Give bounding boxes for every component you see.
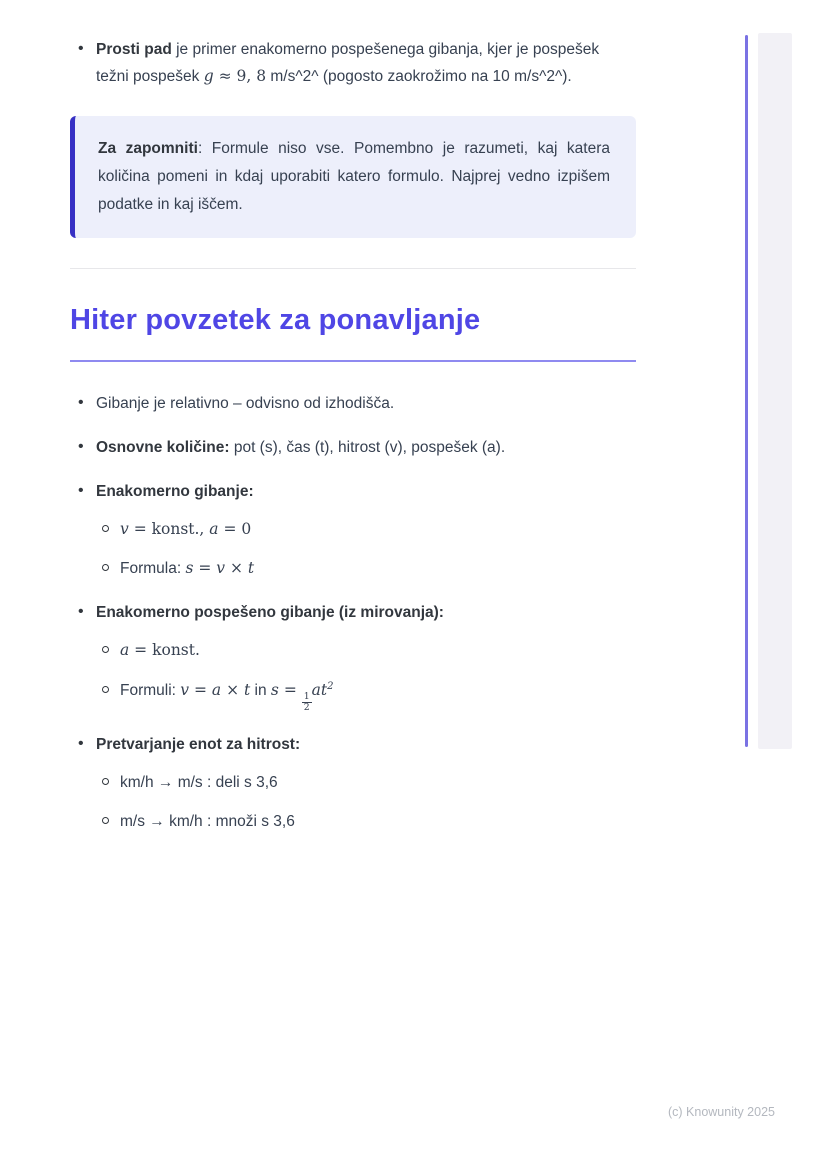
fraction-numerator: 1 [303,690,310,702]
body-text: Formuli: [120,681,181,699]
bold-text: Pretvarjanje enot za hitrost: [96,736,301,754]
math-text: = [278,680,302,699]
body-text: km/h → m/s : deli s 3,6 [120,774,278,792]
math-text: = konst., [128,520,210,539]
bold-text: Osnovne količine: [96,438,230,456]
bold-text: Enakomerno pospešeno gibanje (iz mirovanja): [96,604,444,622]
list-item [70,599,636,714]
math-variable: a [211,680,222,699]
body-text: je primer enakomerno pospešenega gibanja, kjer je pospešek težni pospešek [96,41,600,86]
math-variable: v [180,680,190,699]
math-fraction [302,692,312,714]
bold-text: Enakomerno gibanje: [96,482,254,500]
body-text: Gibanje je relativno – odvisno od izhodišča. [96,394,395,412]
math-text: × [221,680,244,699]
body-text: m/s → km/h : množi s 3,6 [120,813,295,831]
math-variable: a [209,520,219,539]
sub-list-item [96,516,636,543]
body-text: Formula: [120,560,186,578]
body-text: m/s^2^ (pogosto zaokrožimo na 10 m/s^2^). [266,68,572,86]
math-variable: t [244,680,251,699]
sub-list [96,769,636,835]
math-text: = [193,559,217,578]
body-text: in [250,681,271,699]
sub-list-item [96,555,636,582]
callout-body: : Formule niso vse. Pomembno je razumeti, kaj katera količina pomeni in kdaj uporabiti katero formulo. Najprej vedno izpišem podatke in kaj iščem. [98,140,610,214]
divider [70,268,636,269]
math-text: × [225,559,248,578]
list-item [70,434,636,461]
intro-list [70,36,636,90]
list-item [70,478,636,582]
summary-section [70,390,636,836]
math-variable: t [247,559,255,578]
body-text: pot (s), čas (t), hitrost (v), pospešek (a). [229,438,506,456]
section-heading: Hiter povzetek za ponavljanje [70,295,636,362]
sub-list-item [96,637,636,664]
sub-list-item [96,808,636,835]
content-area [70,36,636,852]
scroll-position-indicator[interactable] [745,35,748,747]
math-variable: s [270,680,279,699]
bold-text: Prosti pad [96,41,172,58]
math-variable: s [185,559,194,578]
fraction-denominator: 2 [303,702,310,714]
math-variable: at [311,680,328,699]
scrollbar-track[interactable] [758,33,792,749]
math-variable: v [120,520,129,539]
math-variable: v [216,559,226,578]
sub-list-item [96,677,636,715]
math-text: = konst. [129,641,200,660]
list-item [70,390,636,417]
summary-list [70,390,636,836]
list-item [70,731,636,835]
math-text: = [189,680,212,699]
math-variable: a [120,641,130,660]
callout-title: Za zapomniti [98,140,198,158]
sub-list-item [96,769,636,796]
math-text: ≈ 9, 8 [213,67,267,86]
math-exponent: 2 [327,680,334,692]
math-text: = 0 [218,520,252,539]
sub-list [96,637,636,714]
copyright-footer: (c) Knowunity 2025 [667,1105,775,1119]
sub-list [96,516,636,582]
list-item [70,36,636,90]
note-callout [70,116,636,238]
math-variable: g [203,67,214,86]
